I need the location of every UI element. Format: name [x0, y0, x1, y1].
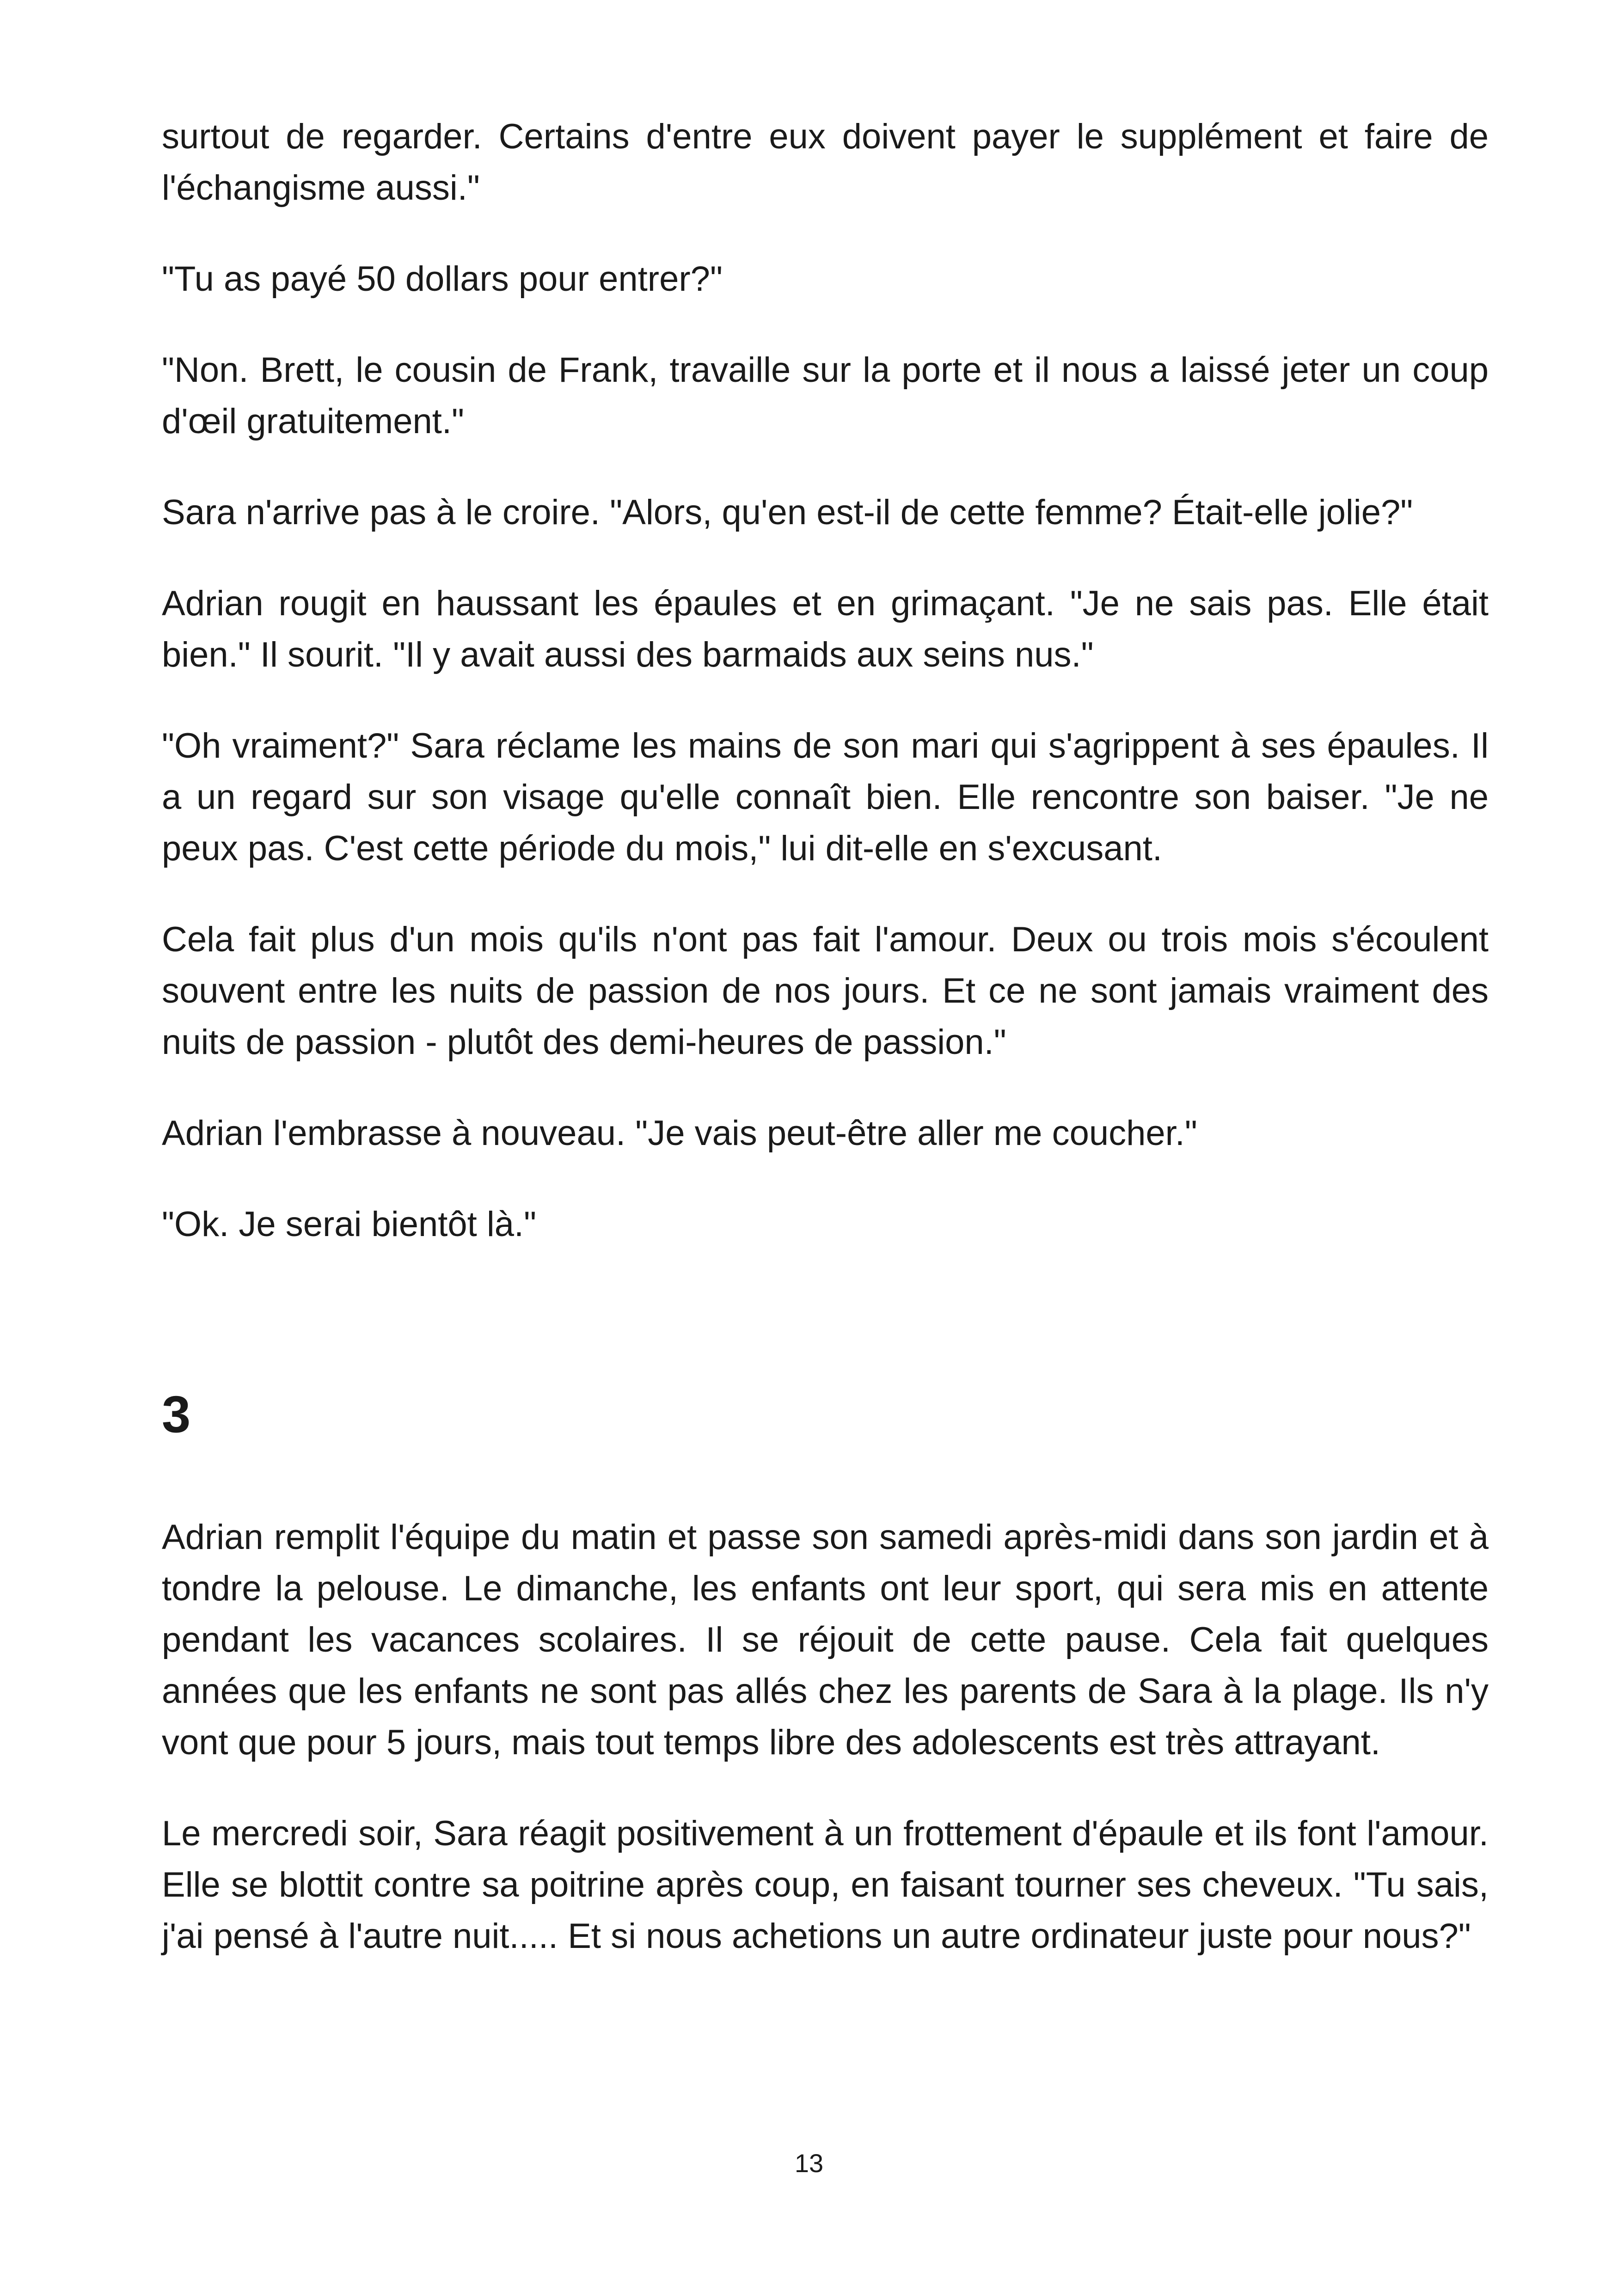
chapter-heading: 3	[162, 1385, 191, 1443]
page-number: 13	[794, 2149, 824, 2178]
paragraph: "Oh vraiment?" Sara réclame les mains de son mari qui s'agrippent à ses épaules. Il a un regard sur son visage qu'elle connaît bien. Elle rencontre son baiser. "Je ne peux pas. C'est cette période du mois," lui dit-elle en s'excusant.	[162, 726, 1489, 868]
paragraph: Sara n'arrive pas à le croire. "Alors, qu'en est-il de cette femme? Était-elle jolie?"	[162, 493, 1413, 532]
paragraph: Cela fait plus d'un mois qu'ils n'ont pas fait l'amour. Deux ou trois mois s'écoulent souvent entre les nuits de passion de nos jours. Et ce ne sont jamais vraiment des nuits de passion - plutôt des demi-heures de passion."	[162, 920, 1489, 1062]
paragraph: Le mercredi soir, Sara réagit positivement à un frottement d'épaule et ils font l'amour. Elle se blottit contre sa poitrine après coup, en faisant tourner ses cheveux. "Tu sais, j'ai pensé à l'autre nuit..... Et si nous achetions un autre ordinateur juste pour nous?"	[162, 1814, 1489, 1956]
paragraph: "Tu as payé 50 dollars pour entrer?"	[162, 259, 723, 299]
paragraph: "Ok. Je serai bientôt là."	[162, 1205, 537, 1244]
section-spacer	[162, 1290, 1489, 1382]
paragraph: surtout de regarder. Certains d'entre eux doivent payer le supplément et faire de l'échangisme aussi."	[162, 117, 1489, 208]
paragraph: Adrian rougit en haussant les épaules et en grimaçant. "Je ne sais pas. Elle était bien." Il sourit. "Il y avait aussi des barmaids aux seins nus."	[162, 584, 1489, 674]
paragraph: Adrian remplit l'équipe du matin et passe son samedi après-midi dans son jardin et à tondre la pelouse. Le dimanche, les enfants ont leur sport, qui sera mis en attente pendant les vacances scolaires. Il se réjouit de cette pause. Cela fait quelques années que les enfants ne sont pas allés chez les parents de Sara à la plage. Ils n'y vont que pour 5 jours, mais tout temps libre des adolescents est très attrayant.	[162, 1518, 1489, 1762]
paragraph: "Non. Brett, le cousin de Frank, travaille sur la porte et il nous a laissé jeter un coup d'œil gratuitement."	[162, 350, 1489, 441]
paragraph: Adrian l'embrasse à nouveau. "Je vais peut-être aller me coucher."	[162, 1114, 1197, 1153]
page-body	[162, 111, 1489, 2002]
